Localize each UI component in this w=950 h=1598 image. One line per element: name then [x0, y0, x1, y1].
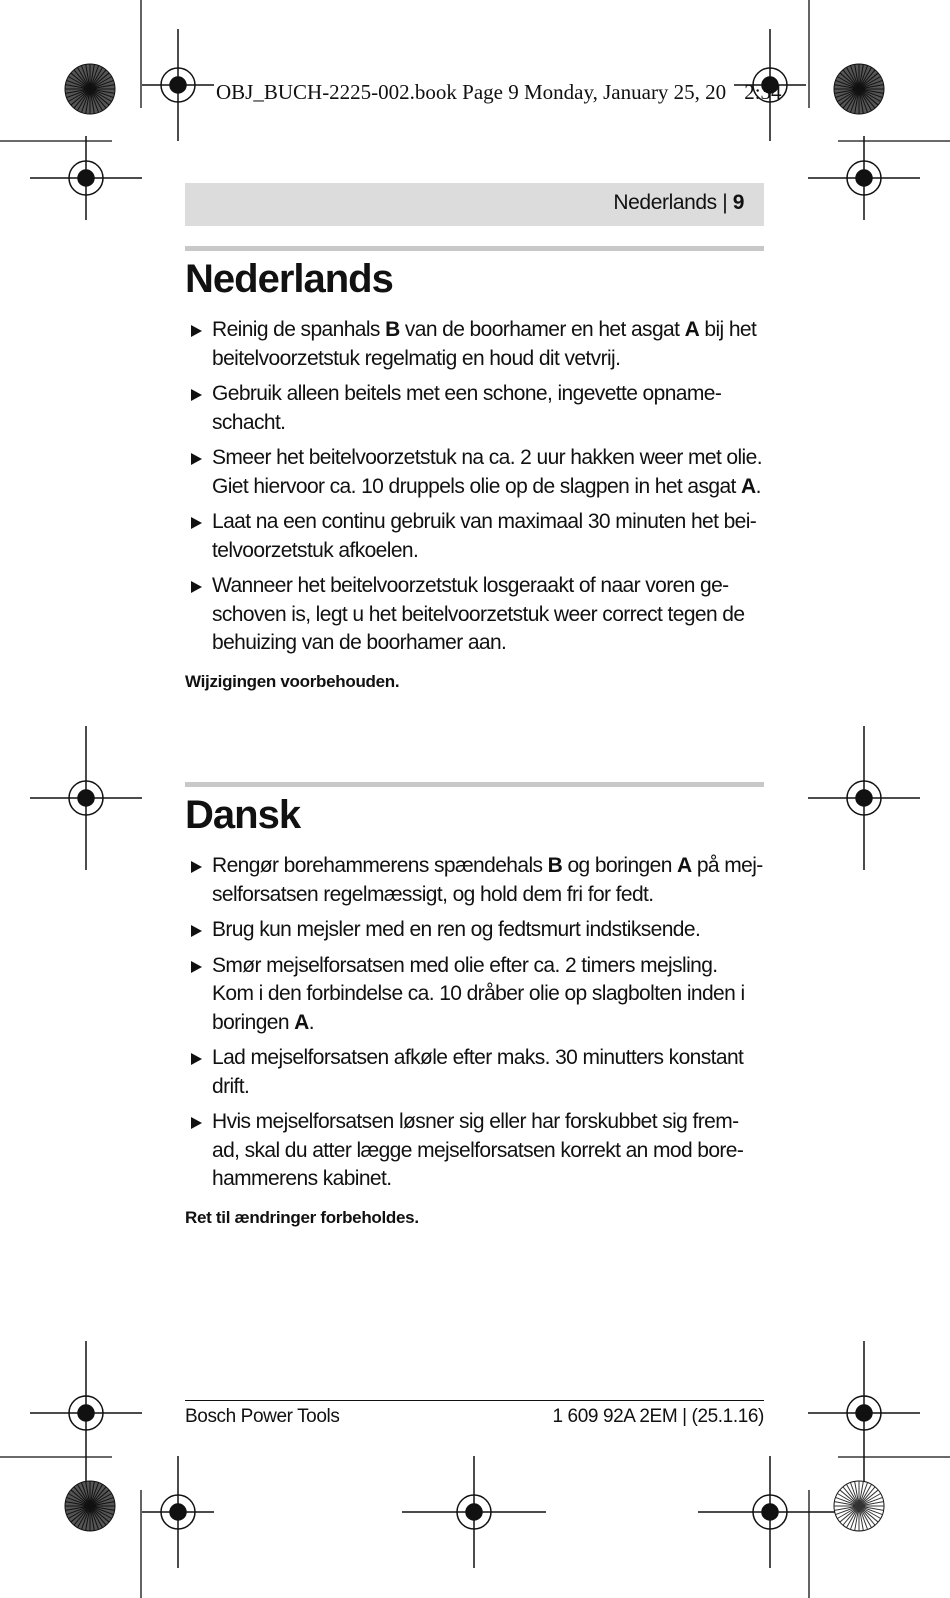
- bullet-item: [185, 380, 764, 437]
- registration-mark-icon: [142, 1456, 214, 1568]
- registration-mark-icon: [808, 1341, 920, 1485]
- bullet-item: [185, 1108, 764, 1194]
- bullet-triangle-icon: [191, 453, 202, 465]
- registration-mark-icon: [808, 726, 920, 870]
- bullet-key-letter: A: [741, 474, 756, 498]
- bullet-text: bij het beitelvoorzetstuk regelmatig en houd dit vetvrij.: [212, 318, 757, 370]
- section-nederlands: [185, 246, 764, 692]
- bullet-item: [185, 852, 764, 909]
- bullet-text: Hvis mejselforsatsen løsner sig eller har forskubbet sig frem-ad, skal du atter lægge mejselforsatsen korrekt an mod bore-hammerens kabinet.: [212, 1110, 744, 1190]
- bullet-triangle-icon: [191, 1117, 202, 1129]
- bullet-text: .: [755, 474, 761, 498]
- bullet-text: på mej-selforsatsen regelmæssigt, og hold dem fri for fedt.: [212, 854, 763, 906]
- running-header: [185, 183, 764, 226]
- bullet-key-letter: A: [677, 854, 692, 877]
- bullet-text: Reinig de spanhals: [212, 318, 386, 341]
- bullet-text: van de boorhamer en het asgat: [399, 318, 685, 341]
- bullet-text: Gebruik alleen beitels met een schone, ingevette opname-schacht.: [212, 382, 722, 434]
- bullet-triangle-icon: [191, 325, 202, 337]
- section-title: Nederlands: [185, 257, 393, 301]
- registration-mark-icon: [30, 136, 142, 220]
- registration-mark-icon: [30, 1341, 142, 1485]
- bullet-item: [185, 572, 764, 658]
- footer-doc-number: 1 609 92A 2EM | (25.1.16): [552, 1406, 764, 1427]
- page-footer: [185, 1400, 764, 1427]
- footer-publisher: Bosch Power Tools: [185, 1406, 340, 1427]
- header-text: [613, 191, 744, 215]
- print-slug-text: OBJ_BUCH-2225-002.book Page 9 Monday, January 25, 20: [216, 80, 727, 104]
- registration-mark-icon: [402, 1456, 546, 1568]
- bullet-triangle-icon: [191, 581, 202, 593]
- section-dansk: [185, 782, 764, 1228]
- section-rule: [185, 782, 764, 787]
- registration-mark-icon: [142, 29, 214, 141]
- header-page-number: 9: [732, 191, 744, 214]
- bullet-key-letter: B: [547, 854, 563, 877]
- bullet-key-letter: A: [294, 1010, 309, 1034]
- bullet-key-letter: A: [684, 318, 700, 341]
- bullet-triangle-icon: [191, 861, 202, 873]
- bullet-text: Smeer het beitelvoorzetstuk na ca. 2 uur hakken weer met olie. Giet hiervoor ca. 10 druppels olie op de slagpen in het asgat: [212, 446, 762, 498]
- bullet-item: [185, 508, 764, 565]
- bullet-triangle-icon: [191, 517, 202, 529]
- registration-mark-icon: [808, 136, 920, 220]
- registration-mark-icon: [698, 1456, 842, 1568]
- bullet-text: Brug kun mejsler med en ren og fedtsmurt indstiksende.: [212, 918, 701, 941]
- print-slug: [216, 80, 782, 105]
- color-bar-icon: [65, 64, 115, 114]
- bullet-triangle-icon: [191, 389, 202, 401]
- bullet-triangle-icon: [191, 1053, 202, 1065]
- bullet-item: [185, 444, 764, 501]
- section-note: Ret til ændringer forbeholdes.: [185, 1207, 419, 1227]
- bullet-text: Rengør borehammerens spændehals: [212, 854, 548, 877]
- bullet-text: .: [308, 1010, 314, 1034]
- bullet-item: [185, 1044, 764, 1101]
- bullet-item: [185, 316, 764, 373]
- header-separator: |: [716, 191, 733, 214]
- bullet-text: Lad mejselforsatsen afkøle efter maks. 30 minutters konstant drift.: [212, 1046, 744, 1098]
- bullet-text: og boringen: [562, 854, 678, 877]
- color-bar-icon: [65, 1481, 115, 1531]
- bullet-list: [185, 316, 764, 658]
- bullet-item: [185, 952, 764, 1038]
- bullet-list: [185, 852, 764, 1194]
- color-bar-icon: [834, 64, 884, 114]
- section-note: Wijzigingen voorbehouden.: [185, 671, 400, 691]
- print-slug-time: 2:34: [744, 80, 782, 104]
- bullet-text: Smør mejselforsatsen med olie efter ca. 2 timers mejsling. Kom i den forbindelse ca. 10 dråber olie op slagbolten inden i boringen: [212, 953, 745, 1034]
- bullet-text: Wanneer het beitelvoorzetstuk losgeraakt of naar voren ge-schoven is, legt u het beitelvoorzetstuk weer correct tegen de behuizing van de boorhamer aan.: [212, 574, 745, 654]
- bullet-triangle-icon: [191, 961, 202, 973]
- color-bar-icon: [834, 1481, 884, 1531]
- registration-mark-icon: [30, 726, 142, 870]
- section-title: Dansk: [185, 793, 301, 837]
- header-section-name: Nederlands: [613, 191, 717, 214]
- bullet-item: [185, 916, 764, 945]
- bullet-key-letter: B: [385, 318, 400, 341]
- bullet-text: Laat na een continu gebruik van maximaal 30 minuten het bei-telvoorzetstuk afkoelen.: [212, 510, 757, 562]
- bullet-triangle-icon: [191, 925, 202, 937]
- section-rule: [185, 246, 764, 251]
